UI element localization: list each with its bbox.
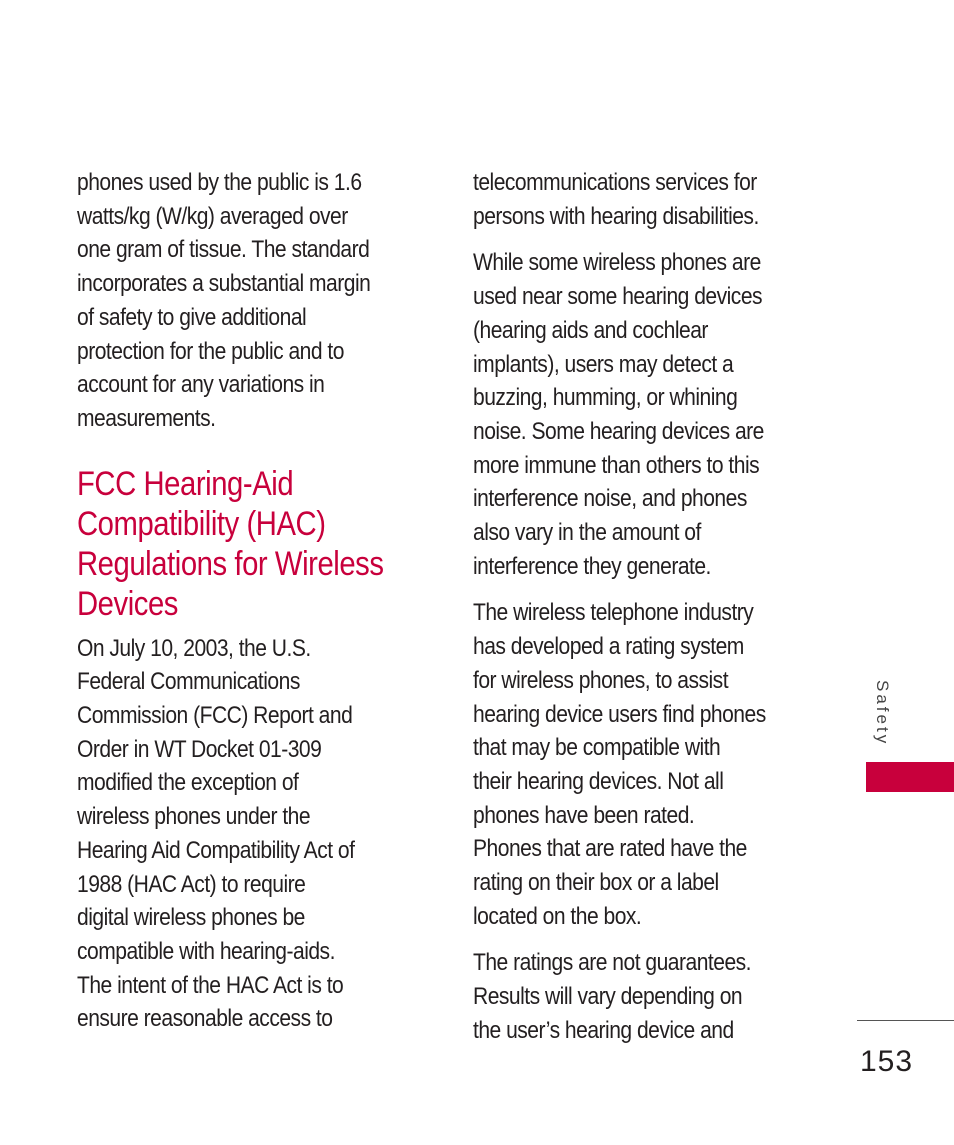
- right-paragraph-3: The wireless telephone industry has developed a rating system for wireless phones, to assist hearing device users find phones that may be compatible with their hearing devices. Not all phones have been rated. Phones that are rated have the rating on their box or a label located on the box.: [473, 599, 766, 930]
- section-side-label: Safety: [873, 680, 892, 747]
- section-tab-marker: [866, 762, 954, 792]
- left-paragraph-1: phones used by the public is 1.6 watts/kg (W/kg) averaged over one gram of tissue. The standard incorporates a substantial margin of safety to give additional protection for the public and to account for any variations in measurements.: [77, 169, 371, 432]
- footer-rule: [857, 1020, 954, 1021]
- left-column: [77, 166, 421, 1049]
- right-paragraph-2: While some wireless phones are used near some hearing devices (hearing aids and cochlear implants), users may detect a buzzing, humming, or whining noise. Some hearing devices are more immune than others to this interference noise, and phones also vary in the amount of interference they generate.: [473, 249, 764, 580]
- right-column: [473, 166, 817, 1061]
- left-paragraph-2: On July 10, 2003, the U.S. Federal Communications Commission (FCC) Report and Order in WT Docket 01-309 modified the exception of wireless phones under the Hearing Aid Compatibility Act of 1988 (HAC Act) to require digital wireless phones be compatible with hearing-aids. The intent of the HAC Act is to ensure reasonable access to: [77, 634, 355, 1033]
- right-paragraph-1: telecommunications services for persons with hearing disabilities.: [473, 169, 759, 230]
- right-paragraph-4: The ratings are not guarantees. Results will vary depending on the user’s hearing device and: [473, 949, 752, 1044]
- page-number: 153: [860, 1045, 914, 1078]
- section-heading: FCC Hearing-Aid Compatibility (HAC) Regulations for Wireless Devices: [77, 464, 384, 623]
